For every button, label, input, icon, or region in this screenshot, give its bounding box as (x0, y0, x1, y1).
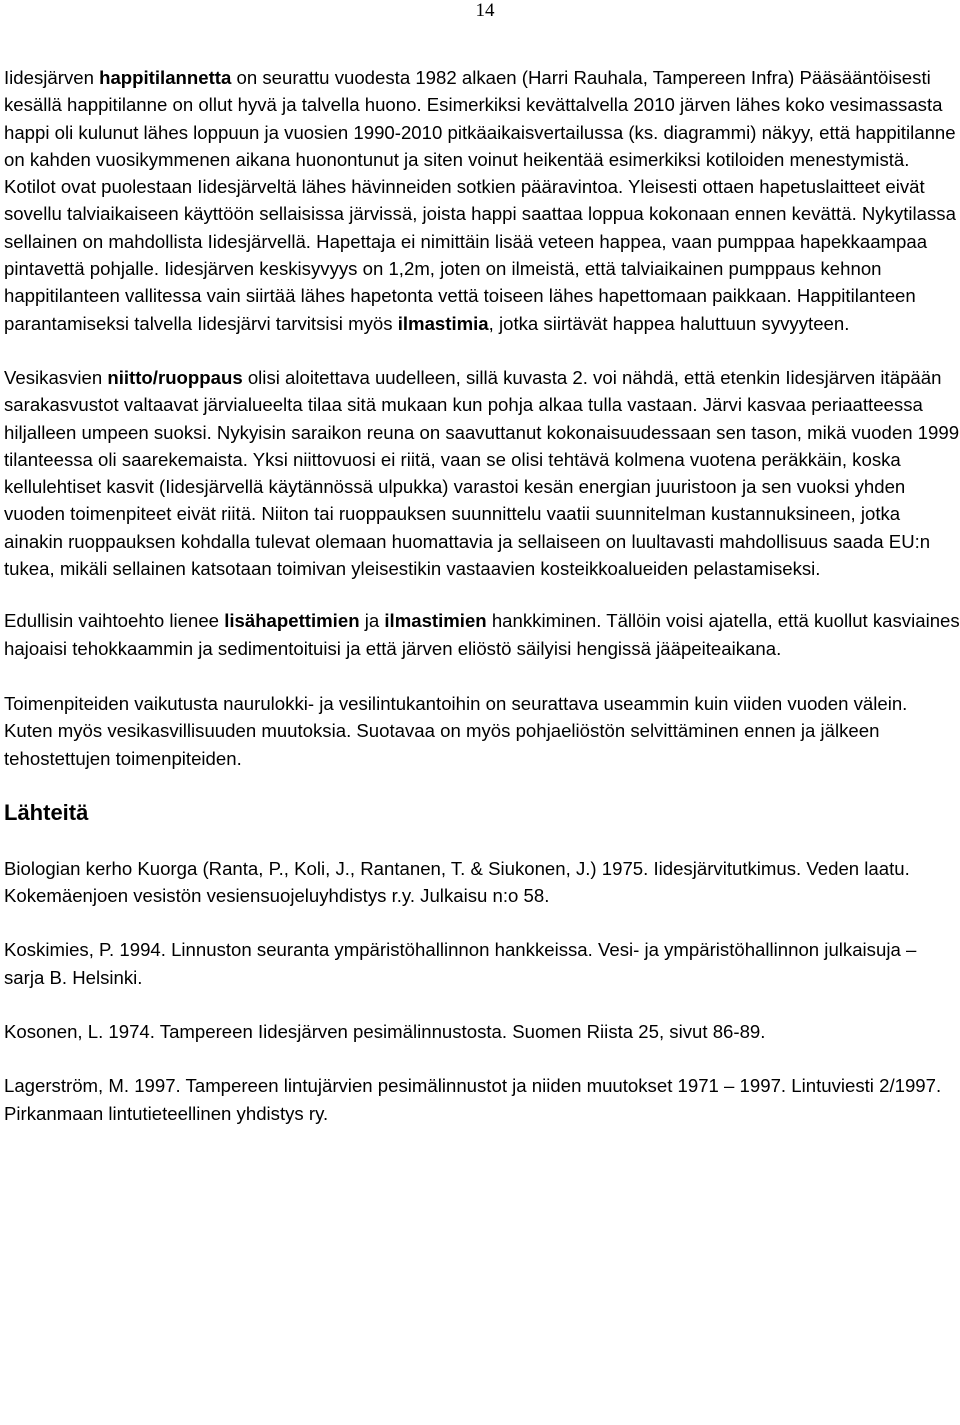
text-segment: Toimenpiteiden vaikutusta naurulokki- ja vesilintukantoihin on seurattava useammin kuin viiden vuoden välein. Kuten myös vesikasvillisuuden muutoksia. Suotavaa on myös pohjaeliöstön selvittäminen ennen ja jälkeen tehostettujen toimenpiteiden. (4, 692, 908, 769)
reference-item: Koskimies, P. 1994. Linnuston seuranta ympäristöhallinnon hankkeissa. Vesi- ja ympäristöhallinnon julkaisuja – sarja B. Helsinki. (4, 939, 917, 988)
text-segment: hankkiminen. Tällöin voisi ajatella, että kuollut kasviaines hajoaisi tehokkaammin ja sedimentoituisi ja että järven eliöstö säilyisi hengissä jääpeiteaikana. (4, 610, 960, 659)
bold-term-niitto-ruoppaus: niitto/ruoppaus (107, 366, 243, 388)
text-segment: olisi aloitettava uudelleen, sillä kuvasta 2. voi nähdä, että etenkin Iidesjärven itäpään sarakasvustot valtaavat järvialueelta tilaa sitä mukaan kun pohja alkaa tulla vastaan. Järvi kasvaa periaatteessa hiljalleen umpeen suoksi. Nykyisin saraikon reuna on saavuttanut kokonaisuudessaan sen tason, mikä vuoden 1999 tilanteessa oli saarekemaista. Yksi niittovuosi ei riitä, vaan se olisi tehtävä kolmena vuotena peräkkäin, koska kellulehtiset kasvit (Iidesjärvellä käytännössä ulpukka) varastoi kesän energian juuristoon ja sen vuoksi yhden vuoden toimenpiteet eivät riitä. Niiton tai ruoppauksen suunnittelu vaatii suunnitelman kustannuksineen, jotka ainakin ruoppauksen kohdalla tulevat olemaan huomattavia ja sellaiseen on luultavasti mahdollisuus saada EU:n tukea, mikäli sellainen katsotaan toimivan yleisestikin vastaavien kosteikkoalueiden pelastamiseksi. (4, 366, 960, 580)
paragraph-monitoring (4, 690, 960, 772)
paragraph-oxygen (4, 64, 960, 337)
text-segment: ja (359, 610, 385, 632)
bold-term-ilmastimia: ilmastimia (397, 312, 489, 334)
text-segment: Iidesjärven (4, 67, 100, 88)
bold-term-ilmastimien: ilmastimien (384, 610, 487, 632)
text-segment: Edullisin vaihtoehto lienee (4, 610, 225, 632)
reference-item: Kosonen, L. 1974. Tampereen Iidesjärven pesimälinnustosta. Suomen Riista 25, sivut 86-89. (4, 1021, 766, 1043)
bold-term-happitilannetta: happitilannetta (99, 67, 232, 88)
page-number: 14 (475, 0, 495, 21)
bold-term-lisahapettimien: lisähapettimien (224, 610, 360, 632)
document-body (4, 64, 960, 1127)
text-segment: , jotka siirtävät happea haluttuun syvyyteen. (488, 312, 850, 334)
reference-item: Lagerström, M. 1997. Tampereen lintujärvien pesimälinnustot ja niiden muutokset 1971 – 1997. Lintuviesti 2/1997. Pirkanmaan lintutieteellinen yhdistys ry. (4, 1075, 942, 1124)
text-segment: on seurattu vuodesta 1982 alkaen (Harri Rauhala, Tampereen Infra) Pääsääntöisesti kesällä happitilanne on ollut hyvä ja talvella huono. Esimerkiksi kevättalvella 2010 järven lähes koko vesimassasta happi oli kulunut lähes loppuun ja vuosien 1990-2010 pitkäaikaisvertailussa (ks. diagrammi) näkyy, että happitilanne on kahden vuosikymmenen aikana huonontunut ja siten voinut heikentää esimerkiksi kotiloiden menestymistä. Kotilot ovat puolestaan Iidesjärveltä lähes hävinneiden sotkien pääravintoa. Yleisesti ottaen hapetuslaitteet eivät sovellu talviaikaiseen käyttöön sellaisissa järvissä, joista happi saattaa loppua kokonaan ennen kevättä. Nykytilassa sellainen on mahdollista Iidesjärvellä. Hapettaja ei nimittäin lisää veteen happea, vaan pumppaa hapekkaampaa pintavettä pohjalle. Iidesjärven keskisyvyys on 1,2m, joten on ilmeistä, että talviaikainen pumppaus kehnon happitilanteen vallitessa vain siirtää lähes hapetonta vettä toiseen lähes hapettomaan paikkaan. Happitilanteen parantamiseksi talvella Iidesjärvi tarvitsisi myös (4, 67, 956, 334)
references-heading: Lähteitä (4, 799, 89, 825)
reference-item: Biologian kerho Kuorga (Ranta, P., Koli, J., Rantanen, T. & Siukonen, J.) 1975. Iidesjärvitutkimus. Veden laatu. Kokemäenjoen vesistön vesiensuojeluyhdistys r.y. Julkaisu n:o 58. (4, 857, 910, 907)
paragraph-vegetation (4, 364, 960, 582)
paragraph-alternative (4, 607, 960, 662)
text-segment: Vesikasvien (4, 366, 108, 388)
